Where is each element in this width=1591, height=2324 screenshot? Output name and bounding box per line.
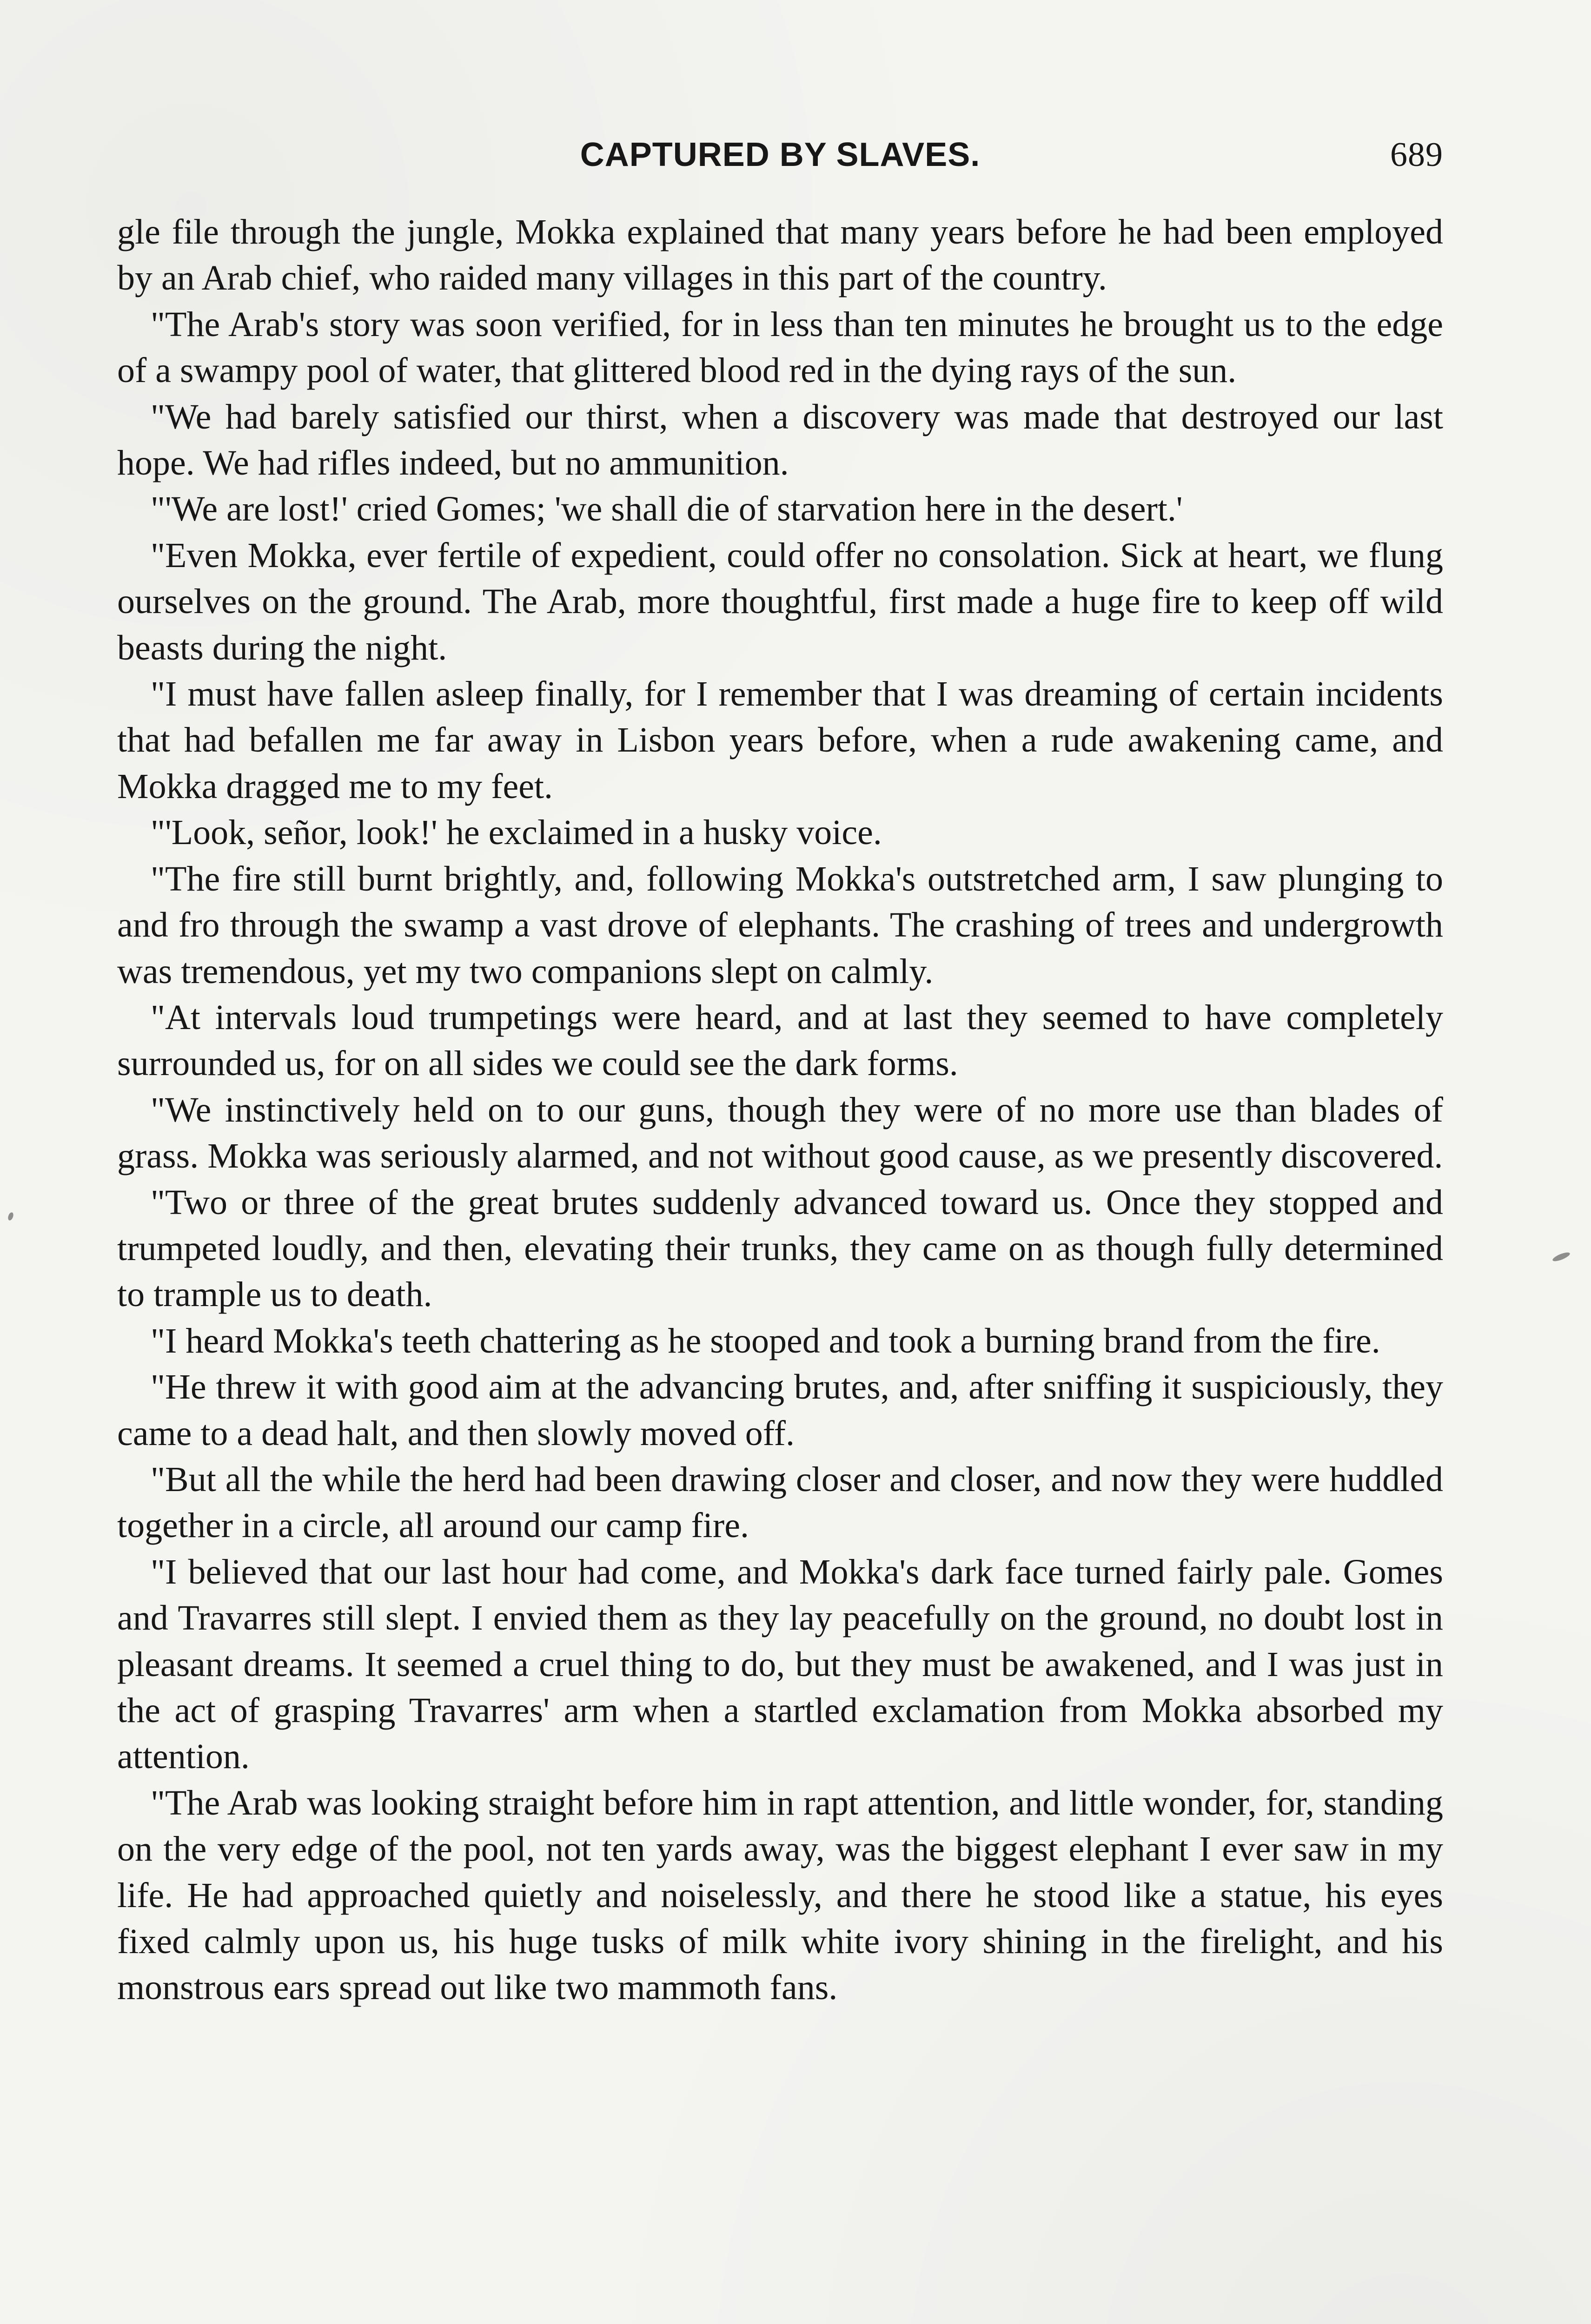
small-center-speck	[418, 1519, 423, 1524]
paragraph-13: "He threw it with good aim at the advancing brutes, and, after sniffing it suspiciously, they came to a dead halt, and then slowly moved off.	[117, 1367, 1443, 1453]
running-head	[117, 134, 1443, 180]
paragraph-14: "But all the while the herd had been drawing closer and closer, and now they were huddled together in a circle, all around our camp fire.	[117, 1459, 1443, 1545]
paragraph-15: "I believed that our last hour had come, and Mokka's dark face turned fairly pale. Gomes and Travarres still slept. I envied them as they lay peacefully on the ground, no doubt lost in pleasant dreams. It seemed a cruel thing to do, but they must be awakened, and I was just in the act of grasping Travarres' arm when a startled exclamation from Mokka absorbed my attention.	[117, 1552, 1443, 1776]
paragraph-5: "Even Mokka, ever fertile of expedient, could offer no consolation. Sick at heart, we flung ourselves on the ground. The Arab, more thoughtful, first made a huge fire to keep off wild beasts during the night.	[117, 535, 1443, 667]
paragraph-10: "We instinctively held on to our guns, though they were of no more use than blades of grass. Mokka was seriously alarmed, and not without good cause, as we presently discovered.	[117, 1090, 1443, 1176]
paragraph-6: "I must have fallen asleep finally, for I remember that I was dreaming of certain incidents that had befallen me far away in Lisbon years before, when a rude awakening came, and Mokka dragged me to my feet.	[117, 674, 1443, 806]
paragraph-4: "'We are lost!' cried Gomes; 'we shall die of starvation here in the desert.'	[151, 489, 1183, 529]
running-title: CAPTURED BY SLAVES.	[580, 136, 981, 173]
page-number: 689	[1390, 136, 1443, 174]
paragraph-3: "We had barely satisfied our thirst, when a discovery was made that destroyed our last hope. We had rifles indeed, but no ammunition.	[117, 397, 1443, 483]
left-margin-mark	[7, 1212, 14, 1221]
paragraph-8: "The fire still burnt brightly, and, following Mokka's outstretched arm, I saw plunging to and fro through the swamp a vast drove of elephants. The crashing of trees and undergrowth was tremendous, yet my two companions slept on calmly.	[117, 859, 1443, 991]
paragraph-16: "The Arab was looking straight before him in rapt attention, and little wonder, for, standing on the very edge of the pool, not ten yards away, was the biggest elephant I ever saw in my life. He had approached quietly and noiselessly, and there he stood like a statue, his eyes fixed calmly upon us, his huge tusks of milk white ivory shining in the firelight, and his monstrous ears spread out like two mammoth fans.	[117, 1783, 1443, 2007]
body-text	[117, 209, 1443, 2011]
paragraph-1: gle file through the jungle, Mokka explained that many years before he had been employed by an Arab chief, who raided many villages in this part of the country.	[117, 212, 1443, 298]
paragraph-11: "Two or three of the great brutes suddenly advanced toward us. Once they stopped and trumpeted loudly, and then, elevating their trunks, they came on as though fully determined to trample us to death.	[117, 1182, 1443, 1314]
paragraph-2: "The Arab's story was soon verified, for in less than ten minutes he brought us to the edge of a swampy pool of water, that glittered blood red in the dying rays of the sun.	[117, 304, 1443, 390]
paragraph-12: "I heard Mokka's teeth chattering as he stooped and took a burning brand from the fire.	[151, 1321, 1380, 1360]
paragraph-7: "'Look, señor, look!' he exclaimed in a husky voice.	[151, 813, 882, 852]
paragraph-9: "At intervals loud trumpetings were heard, and at last they seemed to have completely surrounded us, for on all sides we could see the dark forms.	[117, 997, 1443, 1083]
right-margin-mark	[1551, 1251, 1571, 1263]
